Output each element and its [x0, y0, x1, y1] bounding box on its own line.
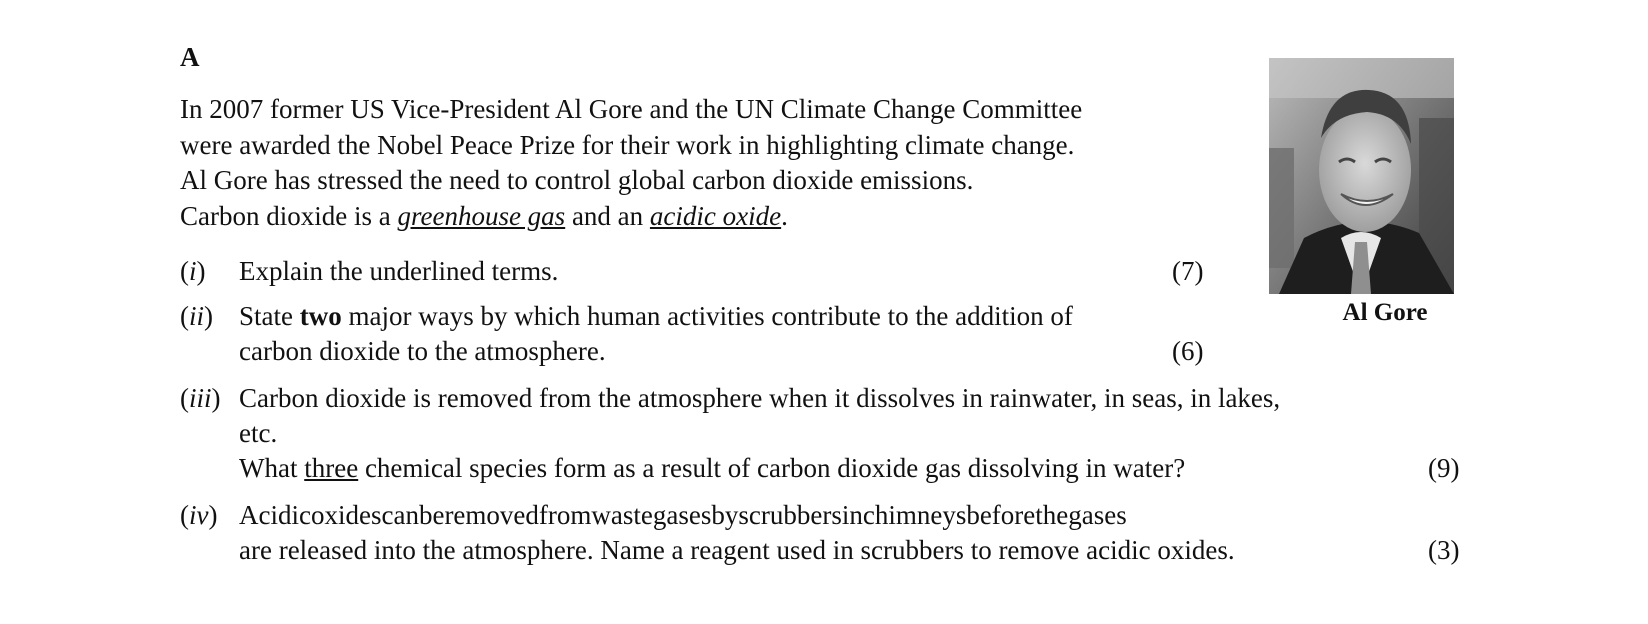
photo-caption: Al Gore	[1342, 299, 1428, 326]
intro-line: Al Gore has stressed the need to control global carbon dioxide emissions.	[180, 165, 974, 195]
marks-iv: (3)	[1428, 535, 1460, 565]
word: in	[841, 500, 863, 530]
word: by	[711, 500, 739, 530]
question-number: (iv)	[180, 500, 218, 530]
question-text: What three chemical species form as a result of carbon dioxide gas dissolving in water?	[239, 453, 1186, 483]
word: gases	[1068, 500, 1127, 530]
intro-line: were awarded the Nobel Peace Prize for their work in highlighting climate change.	[180, 129, 1075, 160]
question-text: Explain the underlined terms.	[239, 256, 559, 286]
term-greenhouse-gas: greenhouse gas	[397, 200, 566, 231]
intro-line	[180, 199, 1240, 235]
word: from	[538, 500, 592, 530]
intro-paragraph	[180, 92, 1240, 234]
question-text: are released into the atmosphere. Name a reagent used in scrubbers to remove acidic oxides.	[239, 535, 1235, 565]
marks-i: (7)	[1172, 256, 1204, 286]
question-number: (ii)	[180, 301, 214, 331]
question-text: carbon dioxide to the atmosphere.	[239, 336, 606, 366]
word: chimneys	[862, 500, 967, 530]
question-text	[239, 498, 1387, 533]
intro-line: In 2007 former US Vice-President Al Gore and the UN Climate Change Committee	[180, 94, 1083, 124]
intro-text: and an	[565, 200, 650, 231]
word: gases	[652, 500, 712, 530]
question-text: State two major ways by which human activities contribute to the addition of	[239, 301, 1073, 331]
word: the	[1035, 500, 1069, 530]
question-text: etc.	[239, 418, 278, 448]
marks-iii: (9)	[1428, 453, 1460, 483]
question-number: (iii)	[180, 383, 221, 413]
question-number: (i)	[180, 256, 206, 286]
intro-text: Carbon dioxide is a	[180, 200, 398, 231]
term-acidic-oxide: acidic oxide	[649, 200, 782, 231]
word: be	[418, 500, 445, 530]
word: oxides	[310, 500, 382, 530]
word: waste	[591, 500, 653, 530]
word: Acidic	[239, 500, 311, 530]
intro-text: .	[781, 200, 788, 231]
marks-ii: (6)	[1172, 336, 1204, 366]
word: scrubbers	[738, 500, 842, 530]
al-gore-photo	[1269, 58, 1454, 294]
section-letter: A	[180, 42, 200, 72]
word: can	[381, 500, 419, 530]
word: removed	[444, 500, 539, 530]
word: before	[966, 500, 1036, 530]
portrait-image	[1269, 58, 1454, 294]
question-text: Carbon dioxide is removed from the atmosphere when it dissolves in rainwater, in seas, in lakes,	[239, 383, 1281, 413]
